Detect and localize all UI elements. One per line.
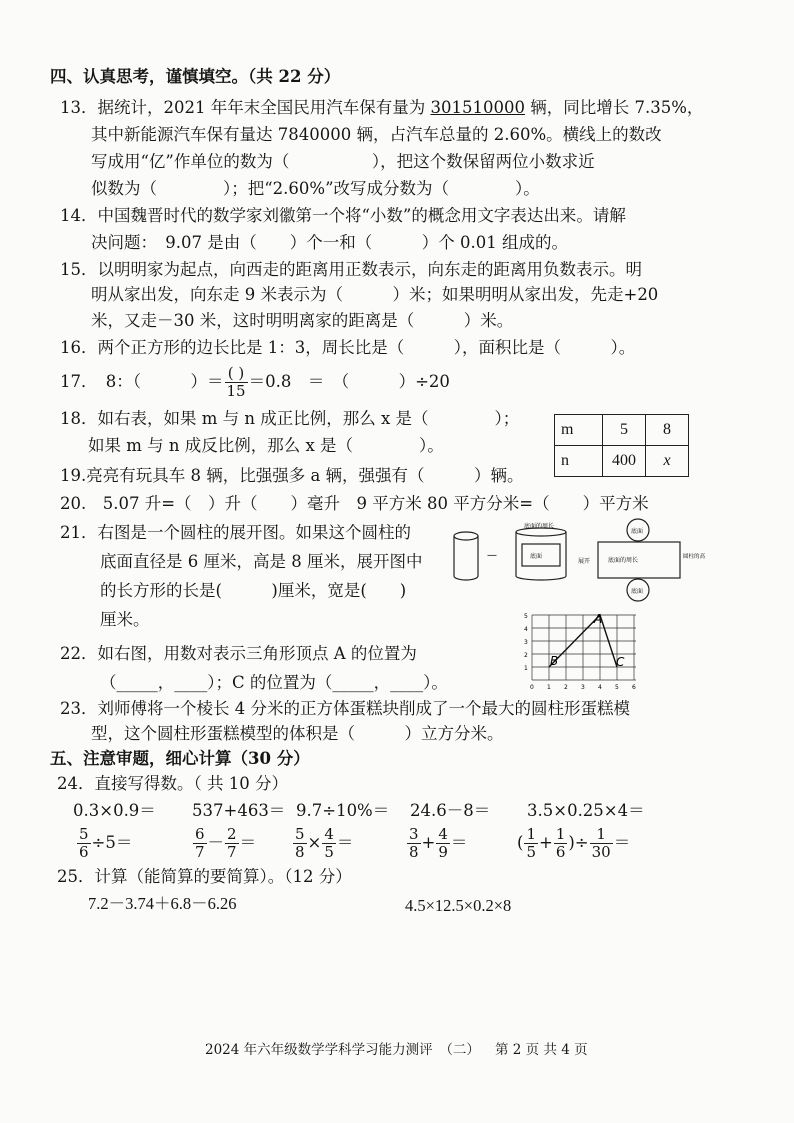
q13-text-a: 13．据统计，2021 年年末全国民用汽车保有量为: [60, 98, 431, 117]
denominator: 30: [591, 843, 611, 861]
operator: ＝: [239, 833, 257, 852]
question-21-line-1: 21．右图是一个圆柱的展开图。如果这个圆柱的: [60, 523, 411, 542]
mental-math-item: 537+463＝: [192, 801, 286, 820]
fraction: [554, 826, 568, 861]
numerator: 5: [79, 825, 89, 843]
fraction-item-5: [517, 823, 630, 863]
table-cell: x: [646, 446, 689, 477]
top-label: 底面的周长: [524, 523, 555, 530]
question-13-line-3: 写成用“亿”作单位的数为（ ），把这个数保留两位小数求近: [91, 152, 595, 171]
y-tick: 3: [524, 639, 528, 646]
numerator: 1: [590, 826, 613, 844]
question-15-line-1: 15．以明明家为起点，向西走的距离用正数表示，向东走的距离用负数表示。明: [60, 260, 642, 279]
footer-title: 2024 年六年级数学学科学习能力测评 （二）: [205, 1042, 480, 1058]
section-4-title: 四、认真思考，谨慎填空。（共 22 分）: [50, 67, 341, 86]
calc-expression-2: 4.5×12.5×0.2×8: [405, 896, 512, 915]
y-tick: 5: [524, 613, 528, 620]
fraction: [407, 826, 421, 861]
mental-math-item: 3.5×0.25×4＝: [527, 801, 645, 820]
table-cell: n: [555, 446, 603, 477]
fraction: [77, 826, 91, 861]
operator: +: [538, 833, 553, 852]
mental-math-item: 24.6－8＝: [410, 801, 491, 820]
operator: ＝: [450, 833, 468, 852]
question-20: 20. 5.07 升=（ ）升（ ）毫升 9 平方米 80 平方分米=（ ）平方米: [60, 494, 649, 513]
cylinder-net-figure: [450, 518, 706, 608]
numerator: 5: [295, 825, 305, 843]
proportion-table: [554, 414, 689, 477]
q13-text-c: 辆，同比增长 7.35%，: [524, 98, 704, 117]
numerator: 1: [526, 825, 536, 843]
paren: )÷: [568, 833, 589, 852]
question-19: 19.亮亮有玩具车 8 辆，比强强多 a 辆，强强有（ ）辆。: [60, 466, 524, 485]
fraction: [193, 826, 207, 861]
paren: (: [517, 833, 524, 852]
coordinate-grid-figure: [518, 604, 648, 694]
fraction-item-3: [292, 823, 353, 863]
mental-math-item: 9.7÷10%＝: [296, 801, 390, 820]
question-18-line-1: 18．如右表，如果 m 与 n 成正比例，那么 x 是（ ）；: [60, 409, 520, 428]
operator: －: [207, 833, 225, 852]
question-14-line-1: 14．中国魏晋时代的数学家刘徽第一个将“小数”的概念用文字表达出来。请解: [60, 206, 626, 225]
q17-text-b: ＝0.8 ＝ （ ）÷20: [248, 372, 450, 391]
denominator: 5: [526, 843, 536, 861]
x-tick: 3: [581, 684, 585, 691]
question-21-line-4: 厘米。: [100, 610, 150, 629]
table-row: [555, 415, 689, 446]
numerator: 4: [324, 825, 334, 843]
table-cell: 5: [603, 415, 646, 446]
fraction-item-2: [192, 823, 256, 863]
question-22-line-1: 22．如右图，用数对表示三角形顶点 A 的位置为: [60, 644, 417, 663]
table-cell: m: [555, 415, 603, 446]
bottom-circle-label: 底面: [631, 588, 644, 595]
denominator: 8: [409, 843, 419, 861]
operator: ＝: [613, 833, 631, 852]
x-tick: 4: [598, 684, 602, 691]
fraction-item-4: [406, 823, 467, 863]
fraction: [436, 826, 450, 861]
fraction-item-1: [76, 823, 132, 863]
section-5-title: 五、注意审题，细心计算（30 分）: [50, 749, 310, 768]
numerator: 2: [227, 825, 237, 843]
vertex-c-label: C: [616, 655, 625, 669]
question-17: [60, 362, 450, 402]
q17-fraction-denominator: 15: [226, 382, 246, 400]
table-cell: 8: [646, 415, 689, 446]
x-tick: 6: [632, 684, 636, 691]
numerator: 6: [195, 825, 205, 843]
vertex-a-label: A: [594, 612, 603, 626]
q13-underlined-number: 301510000: [430, 98, 525, 117]
denominator: 6: [79, 843, 89, 861]
cylinder-body: [454, 536, 478, 580]
question-16: 16．两个正方形的边长比是 1：3，周长比是（ ），面积比是（ ）。: [60, 338, 636, 357]
dash-symbol: —: [487, 550, 497, 561]
question-13-line-1: [60, 97, 703, 119]
y-tick: 1: [524, 665, 528, 672]
numerator: 3: [409, 825, 419, 843]
operator: ＝: [336, 833, 354, 852]
question-24-title: 24．直接写得数。（ 共 10 分）: [57, 774, 288, 793]
calc-expression-1: 7.2－3.74＋6.8－6.26: [88, 894, 237, 913]
question-13-line-2: 其中新能源汽车保有量达 7840000 辆，占汽车总量的 2.60%。横线上的数改: [91, 125, 662, 144]
y-tick: 4: [524, 626, 528, 633]
top-circle-label: 底面: [631, 528, 644, 535]
q17-fraction: [225, 365, 248, 400]
fraction: [590, 826, 613, 861]
fraction: [524, 826, 538, 861]
operator: +: [421, 833, 436, 852]
operator: ×: [307, 833, 322, 852]
denominator: 7: [227, 843, 237, 861]
question-14-line-2: 决问题： 9.07 是由（ ）个一和（ ）个 0.01 组成的。: [91, 233, 568, 252]
fraction: [322, 826, 336, 861]
question-21-line-2: 底面直径是 6 厘米，高是 8 厘米，展开图中: [100, 552, 423, 571]
q17-fraction-numerator: ( ): [225, 365, 248, 383]
question-15-line-3: 米，又走－30 米，这时明明离家的距离是（ ）米。: [91, 311, 514, 330]
table-cell: 400: [603, 446, 646, 477]
operator: ÷5＝: [91, 833, 133, 852]
question-23-line-2: 型，这个圆柱形蛋糕模型的体积是（ ）立方分米。: [91, 724, 504, 743]
question-23-line-1: 23．刘师傅将一个棱长 4 分米的正方体蛋糕块削成了一个最大的圆柱形蛋糕模: [60, 699, 630, 718]
x-tick: 2: [564, 684, 568, 691]
height-label: 圆柱的高: [683, 554, 706, 560]
denominator: 9: [438, 843, 448, 861]
question-22-line-2: （_____，____）；C 的位置为（_____，____）。: [100, 673, 448, 692]
mental-math-item: 0.3×0.9＝: [73, 801, 156, 820]
fraction: [225, 826, 239, 861]
vertex-b-label: B: [550, 654, 559, 668]
page-number: 第 2 页 共 4 页: [495, 1042, 588, 1058]
fraction: [293, 826, 307, 861]
denominator: 8: [295, 843, 305, 861]
numerator: 1: [555, 825, 566, 843]
numerator: 4: [438, 825, 448, 843]
question-13-line-4: 似数为（ ）；把“2.60%”改写成分数为（ ）。: [91, 179, 540, 198]
x-tick: 1: [547, 684, 551, 691]
cylinder-top: [454, 532, 478, 540]
question-21-line-3: 的长方形的长是( )厘米，宽是( ): [100, 581, 407, 600]
denominator: 5: [324, 843, 334, 861]
table-row: [555, 446, 689, 477]
question-25-title: 25．计算（能简算的要简算）。（12 分）: [57, 867, 352, 886]
question-15-line-2: 明从家出发，向东走 9 米表示为（ ）米；如果明明从家出发，先走+20: [91, 285, 659, 304]
x-tick: 5: [615, 684, 619, 691]
denominator: 6: [555, 843, 566, 861]
rectangle-label: 底面的周长: [608, 557, 639, 564]
side-label: 底面: [530, 553, 543, 560]
denominator: 7: [195, 843, 205, 861]
y-tick: 2: [524, 652, 528, 659]
unfold-label: 展开: [578, 558, 591, 565]
question-18-line-2: 如果 m 与 n 成反比例，那么 x 是（ ）。: [88, 436, 444, 455]
x-tick: 0: [530, 684, 534, 691]
q17-text-a: 17． 8：（ ）＝: [60, 372, 224, 391]
